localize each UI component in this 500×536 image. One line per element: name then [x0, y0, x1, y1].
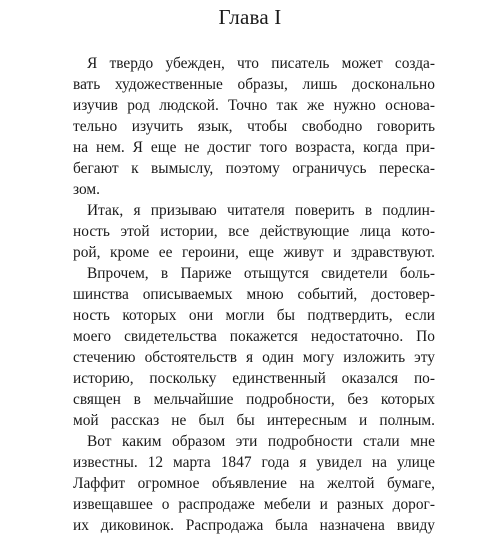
text-line: вать художественные образы, лишь досконально: [73, 76, 435, 93]
text-line: стечению обстоятельств я один могу изложить эту: [73, 349, 435, 366]
text-line: рой, кроме ее героини, еще живут и здравствуют.: [73, 244, 435, 261]
text-line: шинства описываемых мною событий, достовер-: [73, 286, 435, 303]
text-line: на нем. Я еще не достиг того возраста, когда при-: [73, 139, 435, 156]
chapter-title: Глава I: [218, 5, 282, 29]
text-line: извещавшее о распродаже мебели и разных дорог-: [73, 496, 435, 513]
text-line: тельно изучить язык, чтобы свободно говорить: [73, 118, 435, 135]
text-line: Вот каким образом эти подробности стали мне: [87, 433, 435, 450]
text-line: Итак, я призываю читателя поверить в подлин-: [87, 202, 435, 219]
text-line: бегают к вымыслу, поэтому ограничусь переска-: [73, 160, 435, 177]
text-line: известны. 12 марта 1847 года я увидел на улице: [73, 454, 435, 471]
text-line: моего свидетельства покажется недостаточно. По: [73, 328, 435, 345]
text-line: мой рассказ не был бы интересным и полным.: [73, 412, 435, 429]
text-line: Лаффит огромное объявление на желтой бумаге,: [73, 475, 435, 492]
text-line: их диковинок. Распродажа была назначена ввиду: [73, 517, 435, 534]
chapter-text: [73, 53, 435, 536]
text-line: Я твердо убежден, что писатель может созда-: [87, 55, 435, 72]
text-line: священ в мельчайшие подробности, без которых: [73, 391, 435, 408]
text-line: ность этой истории, все действующие лица кото-: [73, 223, 435, 240]
text-line: историю, поскольку единственный оказался по-: [73, 370, 435, 387]
text-line: зом.: [73, 181, 100, 198]
text-line: ность которых они могли бы подтвердить, если: [73, 307, 435, 324]
text-line: изучив род людской. Точно так же нужно основа-: [73, 97, 435, 114]
text-line: Впрочем, в Париже отыщутся свидетели боль-: [87, 265, 435, 282]
